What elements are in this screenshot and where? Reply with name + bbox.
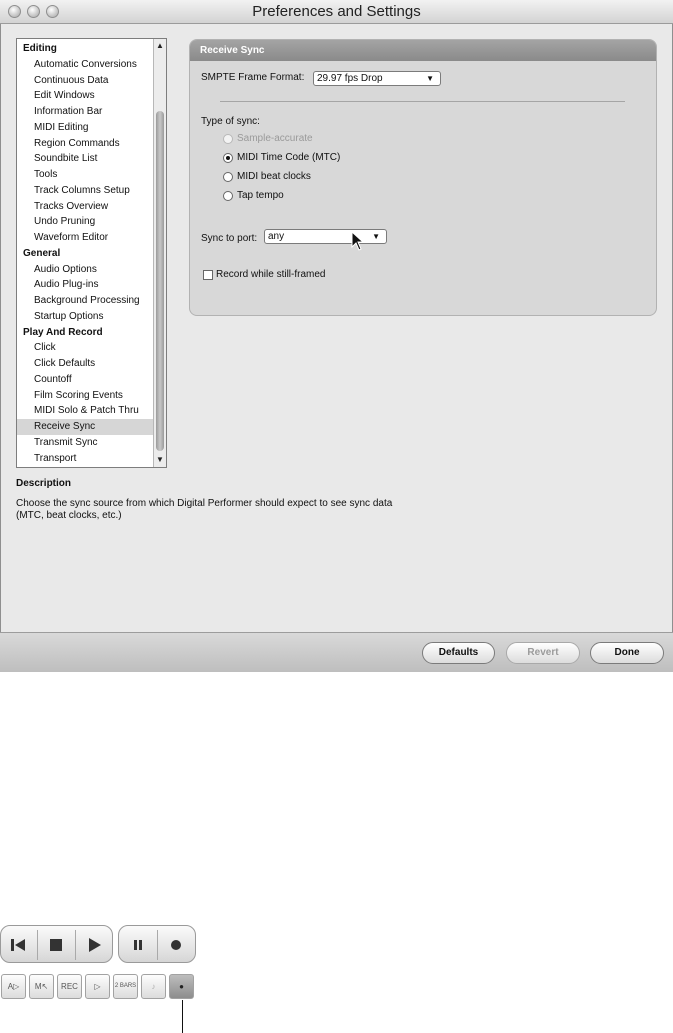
radio-sample-accurate[interactable] [223,134,233,144]
sidebar-item-audio-options[interactable]: Audio Options [34,263,97,275]
sidebar-item-transport[interactable]: Transport [34,452,77,464]
sidebar-item-soundbite-list[interactable]: Soundbite List [34,153,98,165]
scroll-up-arrow-icon[interactable]: ▲ [156,41,164,50]
transport-controls [0,925,196,1005]
play-icon[interactable] [83,934,105,956]
radio-midi-beat-clocks-label: MIDI beat clocks [237,171,311,182]
divider [37,930,38,960]
sidebar-item-midi-editing[interactable]: MIDI Editing [34,121,89,133]
divider [75,930,76,960]
smpte-frame-format-popup[interactable] [313,71,441,86]
scrollbar-thumb[interactable] [156,111,164,451]
pause-icon[interactable] [127,934,149,956]
record-while-still-framed-checkbox[interactable] [203,270,213,280]
smpte-frame-format-label: SMPTE Frame Format: [201,72,305,83]
sidebar-item-click[interactable]: Click [34,342,56,354]
transport-pause-record-group [118,925,196,963]
smpte-frame-format-value: 29.97 fps Drop [317,73,383,84]
sync-to-port-value: any [268,231,285,242]
auto-rewind-icon[interactable]: ▷ [85,974,110,999]
sidebar-item-midi-solo-patch-thru[interactable]: MIDI Solo & Patch Thru [34,405,139,417]
rewind-to-start-icon[interactable] [7,934,29,956]
sidebar-item-click-defaults[interactable]: Click Defaults [34,358,96,369]
window-title: Preferences and Settings [252,3,421,20]
callout-line [182,1000,183,1033]
chevron-down-icon: ▼ [372,232,380,241]
record-icon[interactable] [165,934,187,956]
sidebar-item-tracks-overview[interactable]: Tracks Overview [34,200,109,212]
category-list-items [17,41,153,466]
wait-icon[interactable]: ♪ [141,974,166,999]
scroll-down-arrow-icon[interactable]: ▼ [156,455,164,464]
sidebar-item-waveform-editor[interactable]: Waveform Editor [34,232,109,243]
list-scrollbar[interactable] [153,39,166,467]
sidebar-item-audio-plug-ins[interactable]: Audio Plug-ins [34,279,99,291]
sidebar-item-background-processing[interactable]: Background Processing [34,295,140,306]
radio-midi-time-code[interactable] [223,153,233,163]
description-text: Choose the sync source from which Digital Performer should expect to see sync data (MTC, beat clocks, etc.) [16,498,393,521]
done-button[interactable]: Done [590,642,664,664]
sidebar-item-automatic-conversions[interactable]: Automatic Conversions [34,58,137,70]
sidebar-item-transmit-sync[interactable]: Transmit Sync [34,436,98,448]
sidebar-item-region-commands[interactable]: Region Commands [34,137,120,149]
panel-divider [220,101,625,102]
radio-tap-tempo-label: Tap tempo [237,190,284,201]
radio-midi-time-code-label: MIDI Time Code (MTC) [237,152,341,163]
description-heading: Description [16,478,72,489]
sidebar-item-receive-sync[interactable]: Receive Sync [17,419,153,435]
revert-button[interactable]: Revert [506,642,580,664]
slave-to-sync-clock-icon[interactable]: ● [169,974,194,999]
sidebar-item-edit-windows[interactable]: Edit Windows [34,90,95,102]
countoff-icon[interactable]: 2 BARS [113,974,138,999]
chevron-down-icon: ▼ [426,74,434,83]
sidebar-category-general: General [23,247,61,259]
panel-header [190,40,656,61]
auto-record-icon[interactable]: REC [57,974,82,999]
record-while-still-framed-label: Record while still-framed [216,269,326,280]
memory-cycle-icon[interactable]: M↖ [29,974,54,999]
transport-main-group [0,925,113,963]
sidebar-item-countoff[interactable]: Countoff [34,373,72,385]
divider [157,930,158,960]
panel-title: Receive Sync [200,45,265,56]
sidebar-item-tools[interactable]: Tools [34,169,58,180]
sidebar-item-continuous-data[interactable]: Continuous Data [34,74,109,86]
sidebar-item-film-scoring-events[interactable]: Film Scoring Events [34,389,123,401]
sidebar-item-track-columns-setup[interactable]: Track Columns Setup [34,184,130,196]
auto-play-icon[interactable]: A▷ [1,974,26,999]
preferences-category-list[interactable] [16,38,167,468]
radio-midi-beat-clocks[interactable] [223,172,233,182]
sidebar-item-startup-options[interactable]: Startup Options [34,310,104,322]
defaults-button[interactable]: Defaults [422,642,495,664]
radio-tap-tempo[interactable] [223,191,233,201]
radio-sample-accurate-label: Sample-accurate [237,133,313,144]
stop-icon[interactable] [45,934,67,956]
mouse-pointer-icon [351,231,365,253]
sidebar-category-editing: Editing [23,43,57,54]
sidebar-item-information-bar[interactable]: Information Bar [34,106,103,117]
sync-to-port-label: Sync to port: [201,233,258,244]
sidebar-item-undo-pruning[interactable]: Undo Pruning [34,216,96,228]
sidebar-category-play-and-record: Play And Record [23,326,103,338]
sync-to-port-popup[interactable] [264,229,387,244]
type-of-sync-label: Type of sync: [201,116,260,127]
